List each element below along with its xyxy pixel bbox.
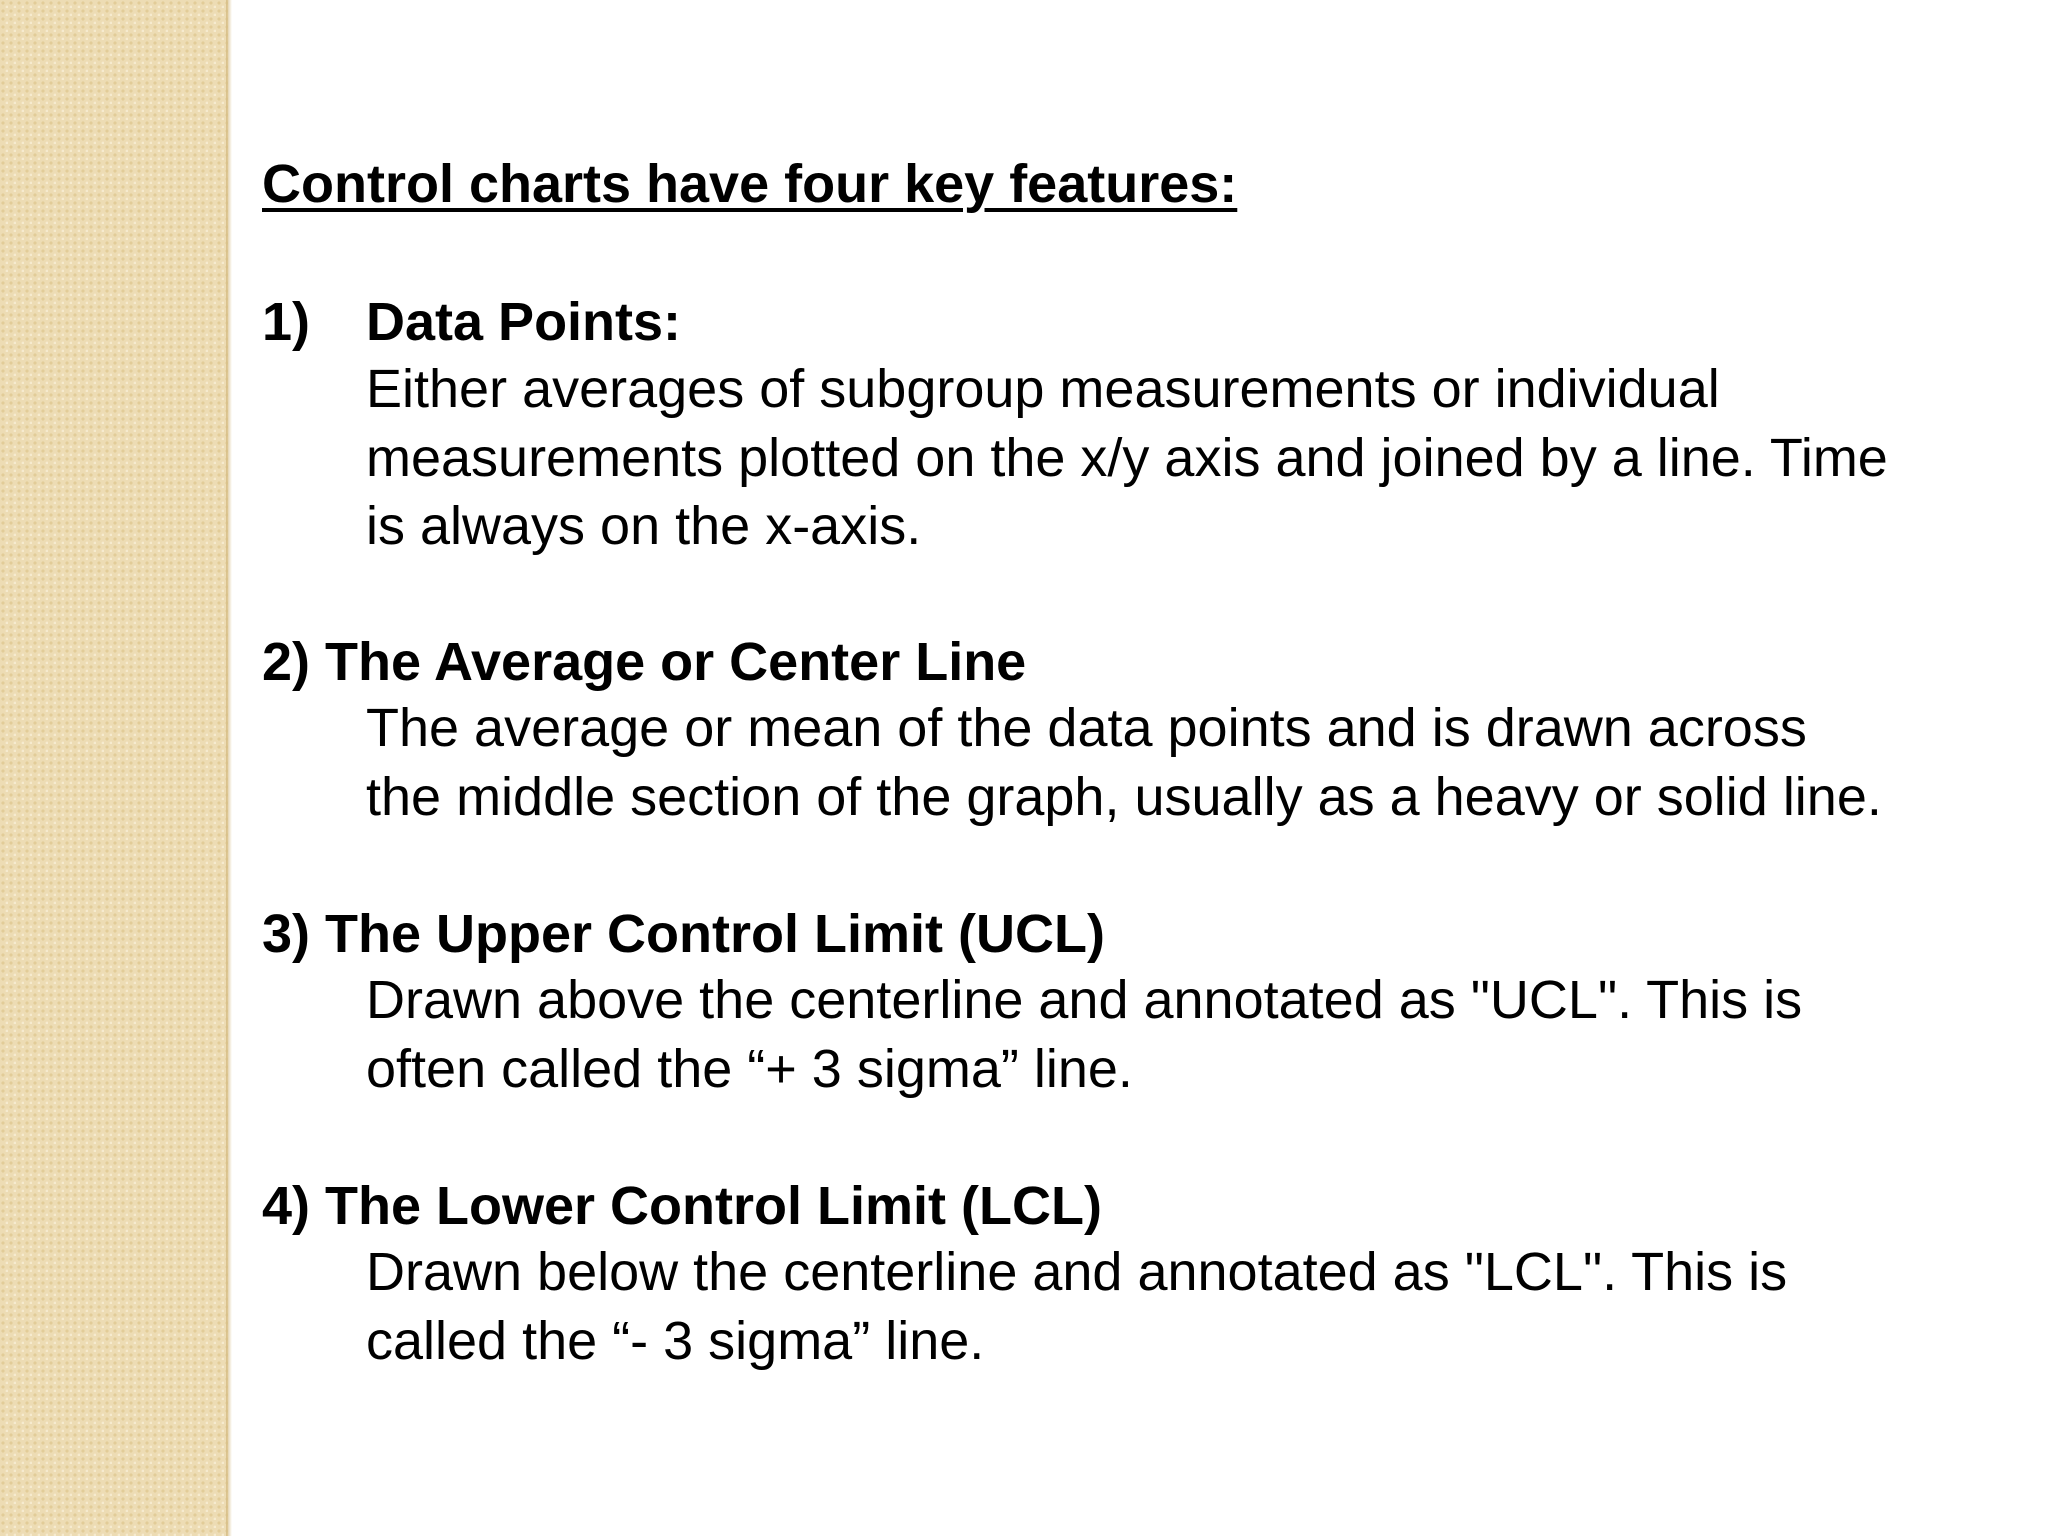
decorative-side-band xyxy=(0,0,228,1536)
slide-heading: Control charts have four key features: xyxy=(262,154,1238,214)
item-1-title: Data Points: xyxy=(366,292,682,352)
item-4-title-row xyxy=(262,1174,1102,1238)
item-2-body: The average or mean of the data points and is drawn across the middle section of the graph, usually as a heavy or solid line. xyxy=(366,698,1882,827)
item-1-number: 1) xyxy=(262,292,311,352)
item-3-body: Drawn above the centerline and annotated as "UCL". This is often called the “+ 3 sigma” line. xyxy=(366,970,1803,1099)
item-4-number: 4) xyxy=(262,1176,311,1236)
side-band-edge xyxy=(226,0,232,1536)
item-2-title-row xyxy=(262,630,1026,694)
item-1-title-row xyxy=(262,290,681,354)
item-2-number: 2) xyxy=(262,632,311,692)
item-3-title-row xyxy=(262,902,1105,966)
item-3-title: The Upper Control Limit (UCL) xyxy=(325,904,1105,964)
item-4-body: Drawn below the centerline and annotated as "LCL". This is called the “- 3 sigma” line. xyxy=(366,1242,1788,1371)
item-1-body: Either averages of subgroup measurements or individual measurements plotted on the x/y axis and joined by a line. Time is always on the x-axis. xyxy=(366,359,1888,556)
item-3-number: 3) xyxy=(262,904,311,964)
item-2-title: The Average or Center Line xyxy=(325,632,1027,692)
slide-content xyxy=(262,0,2022,1536)
item-4-title: The Lower Control Limit (LCL) xyxy=(325,1176,1102,1236)
